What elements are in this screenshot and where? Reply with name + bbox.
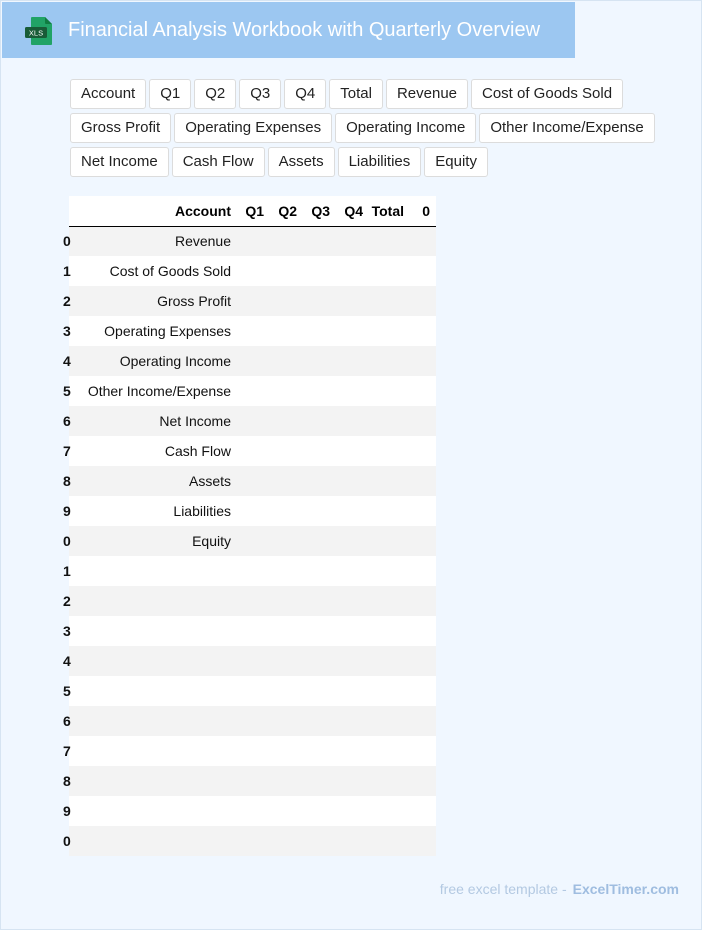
- value-cell: [270, 736, 303, 766]
- account-cell: [73, 586, 237, 616]
- value-cell: [270, 826, 303, 856]
- value-cell: [336, 526, 369, 556]
- row-index: 9: [63, 503, 71, 519]
- table-row: [69, 406, 436, 436]
- column-header: Account: [73, 196, 237, 226]
- value-cell: [369, 466, 410, 496]
- table-row: [69, 436, 436, 466]
- value-cell: [369, 586, 410, 616]
- row-index: 8: [63, 773, 71, 789]
- table-row: [69, 316, 436, 346]
- value-cell: [410, 586, 436, 616]
- account-cell: [73, 706, 237, 736]
- value-cell: [369, 346, 410, 376]
- account-cell: [73, 796, 237, 826]
- row-index: 5: [63, 383, 71, 399]
- value-cell: [303, 826, 336, 856]
- row-index: 7: [63, 743, 71, 759]
- row-index: 6: [63, 413, 71, 429]
- column-header: Q4: [336, 196, 369, 226]
- account-cell: Operating Expenses: [73, 316, 237, 346]
- value-cell: [237, 406, 270, 436]
- value-cell: [410, 526, 436, 556]
- table-row: [69, 556, 436, 586]
- value-cell: [237, 436, 270, 466]
- column-tag[interactable]: Gross Profit: [70, 113, 171, 143]
- value-cell: [237, 796, 270, 826]
- value-cell: [410, 616, 436, 646]
- value-cell: [237, 736, 270, 766]
- value-cell: [336, 616, 369, 646]
- column-tag[interactable]: Operating Income: [335, 113, 476, 143]
- account-cell: Cash Flow: [73, 436, 237, 466]
- column-tag[interactable]: Assets: [268, 147, 335, 177]
- value-cell: [410, 316, 436, 346]
- value-cell: [336, 766, 369, 796]
- column-tag[interactable]: Total: [329, 79, 383, 109]
- account-cell: Cost of Goods Sold: [73, 256, 237, 286]
- value-cell: [410, 736, 436, 766]
- account-cell: Other Income/Expense: [73, 376, 237, 406]
- row-index: 3: [63, 323, 71, 339]
- value-cell: [369, 526, 410, 556]
- value-cell: [237, 256, 270, 286]
- row-index: 7: [63, 443, 71, 459]
- account-cell: Assets: [73, 466, 237, 496]
- value-cell: [270, 406, 303, 436]
- value-cell: [270, 496, 303, 526]
- row-index: 2: [63, 593, 71, 609]
- value-cell: [410, 436, 436, 466]
- value-cell: [303, 766, 336, 796]
- row-index: 1: [63, 563, 71, 579]
- column-tag[interactable]: Operating Expenses: [174, 113, 332, 143]
- value-cell: [336, 316, 369, 346]
- value-cell: [410, 226, 436, 256]
- value-cell: [369, 256, 410, 286]
- value-cell: [303, 676, 336, 706]
- value-cell: [410, 706, 436, 736]
- column-tag[interactable]: Q4: [284, 79, 326, 109]
- value-cell: [237, 316, 270, 346]
- row-index: 0: [63, 533, 71, 549]
- account-cell: [73, 736, 237, 766]
- value-cell: [270, 796, 303, 826]
- value-cell: [410, 286, 436, 316]
- value-cell: [270, 706, 303, 736]
- value-cell: [303, 556, 336, 586]
- value-cell: [303, 616, 336, 646]
- account-cell: Equity: [73, 526, 237, 556]
- table-row: [69, 766, 436, 796]
- value-cell: [410, 766, 436, 796]
- value-cell: [303, 346, 336, 376]
- column-tag-list: [70, 79, 660, 177]
- account-cell: [73, 826, 237, 856]
- value-cell: [336, 796, 369, 826]
- value-cell: [369, 676, 410, 706]
- value-cell: [410, 406, 436, 436]
- row-index: 1: [63, 263, 71, 279]
- value-cell: [270, 346, 303, 376]
- brand-link[interactable]: ExcelTimer.com: [572, 881, 679, 897]
- value-cell: [270, 226, 303, 256]
- value-cell: [303, 316, 336, 346]
- column-header: Q3: [303, 196, 336, 226]
- value-cell: [369, 286, 410, 316]
- value-cell: [336, 436, 369, 466]
- account-cell: [73, 616, 237, 646]
- value-cell: [270, 766, 303, 796]
- value-cell: [270, 586, 303, 616]
- value-cell: [303, 736, 336, 766]
- value-cell: [270, 616, 303, 646]
- table-row: [69, 376, 436, 406]
- value-cell: [270, 676, 303, 706]
- row-index: 4: [63, 653, 71, 669]
- table-row: [69, 226, 436, 256]
- column-tag[interactable]: Account: [70, 79, 146, 109]
- value-cell: [303, 496, 336, 526]
- value-cell: [410, 376, 436, 406]
- value-cell: [237, 826, 270, 856]
- row-index: 9: [63, 803, 71, 819]
- value-cell: [336, 286, 369, 316]
- value-cell: [303, 286, 336, 316]
- value-cell: [303, 226, 336, 256]
- value-cell: [237, 466, 270, 496]
- value-cell: [237, 526, 270, 556]
- column-tag[interactable]: Cost of Goods Sold: [471, 79, 623, 109]
- table-row: [69, 346, 436, 376]
- value-cell: [237, 676, 270, 706]
- table-row: [69, 646, 436, 676]
- value-cell: [336, 676, 369, 706]
- account-cell: [73, 766, 237, 796]
- value-cell: [237, 346, 270, 376]
- value-cell: [336, 226, 369, 256]
- value-cell: [336, 256, 369, 286]
- table-row: [69, 706, 436, 736]
- value-cell: [237, 286, 270, 316]
- column-tag[interactable]: Revenue: [386, 79, 468, 109]
- value-cell: [270, 526, 303, 556]
- value-cell: [369, 376, 410, 406]
- value-cell: [237, 556, 270, 586]
- value-cell: [369, 226, 410, 256]
- title-bar: [2, 2, 575, 58]
- column-tag[interactable]: Q2: [194, 79, 236, 109]
- value-cell: [410, 346, 436, 376]
- value-cell: [270, 376, 303, 406]
- value-cell: [303, 646, 336, 676]
- table-row: [69, 256, 436, 286]
- value-cell: [303, 796, 336, 826]
- row-index: 0: [63, 233, 71, 250]
- column-tag[interactable]: Net Income: [70, 147, 169, 177]
- value-cell: [270, 556, 303, 586]
- table-row: [69, 616, 436, 646]
- value-cell: [369, 436, 410, 466]
- value-cell: [369, 616, 410, 646]
- value-cell: [410, 256, 436, 286]
- value-cell: [369, 496, 410, 526]
- value-cell: [237, 226, 270, 256]
- value-cell: [303, 706, 336, 736]
- column-tag[interactable]: Cash Flow: [172, 147, 265, 177]
- value-cell: [303, 466, 336, 496]
- value-cell: [303, 436, 336, 466]
- value-cell: [369, 406, 410, 436]
- column-header: Total: [369, 196, 410, 226]
- account-cell: Net Income: [73, 406, 237, 436]
- value-cell: [336, 346, 369, 376]
- footer-credit: [440, 881, 679, 897]
- value-cell: [369, 766, 410, 796]
- value-cell: [270, 646, 303, 676]
- value-cell: [237, 376, 270, 406]
- table-row: [69, 286, 436, 316]
- value-cell: [369, 706, 410, 736]
- spreadsheet-preview: [63, 196, 436, 856]
- table-row: [69, 466, 436, 496]
- value-cell: [336, 736, 369, 766]
- value-cell: [369, 796, 410, 826]
- value-cell: [303, 256, 336, 286]
- value-cell: [303, 526, 336, 556]
- value-cell: [303, 376, 336, 406]
- row-index: 0: [63, 833, 71, 849]
- value-cell: [336, 376, 369, 406]
- page-title: Financial Analysis Workbook with Quarterly Overview: [68, 19, 541, 41]
- value-cell: [336, 496, 369, 526]
- account-table: [63, 196, 436, 856]
- value-cell: [237, 586, 270, 616]
- value-cell: [303, 406, 336, 436]
- row-index: 3: [63, 623, 71, 639]
- row-index: 6: [63, 713, 71, 729]
- table-header-row: [69, 196, 436, 226]
- value-cell: [336, 466, 369, 496]
- value-cell: [336, 556, 369, 586]
- value-cell: [336, 706, 369, 736]
- value-cell: [336, 646, 369, 676]
- value-cell: [270, 316, 303, 346]
- table-row: [69, 736, 436, 766]
- excel-file-icon: [24, 16, 54, 46]
- value-cell: [270, 286, 303, 316]
- value-cell: [237, 616, 270, 646]
- account-cell: Revenue: [73, 226, 237, 256]
- column-header: Q1: [237, 196, 270, 226]
- table-row: [69, 586, 436, 616]
- value-cell: [237, 706, 270, 736]
- column-tag[interactable]: Q3: [239, 79, 281, 109]
- table-row: [69, 526, 436, 556]
- column-tag[interactable]: Equity: [424, 147, 488, 177]
- value-cell: [369, 316, 410, 346]
- row-index: 8: [63, 473, 71, 489]
- value-cell: [410, 796, 436, 826]
- value-cell: [369, 556, 410, 586]
- column-tag[interactable]: Q1: [149, 79, 191, 109]
- account-cell: Liabilities: [73, 496, 237, 526]
- column-header: 0: [410, 196, 436, 226]
- value-cell: [410, 556, 436, 586]
- value-cell: [410, 826, 436, 856]
- value-cell: [369, 826, 410, 856]
- row-index: 4: [63, 353, 71, 369]
- row-index: 2: [63, 293, 71, 309]
- value-cell: [237, 496, 270, 526]
- value-cell: [336, 586, 369, 616]
- column-header: Q2: [270, 196, 303, 226]
- value-cell: [369, 646, 410, 676]
- column-tag[interactable]: Other Income/Expense: [479, 113, 654, 143]
- svg-text:XLS: XLS: [28, 28, 44, 38]
- row-index: 5: [63, 683, 71, 699]
- value-cell: [369, 736, 410, 766]
- account-cell: Gross Profit: [73, 286, 237, 316]
- table-row: [69, 496, 436, 526]
- table-row: [69, 796, 436, 826]
- column-tag[interactable]: Liabilities: [338, 147, 422, 177]
- account-cell: [73, 646, 237, 676]
- value-cell: [336, 826, 369, 856]
- table-row: [69, 676, 436, 706]
- account-cell: [73, 556, 237, 586]
- account-cell: Operating Income: [73, 346, 237, 376]
- value-cell: [237, 766, 270, 796]
- account-cell: [73, 676, 237, 706]
- value-cell: [270, 436, 303, 466]
- table-row: [69, 826, 436, 856]
- value-cell: [336, 406, 369, 436]
- value-cell: [410, 496, 436, 526]
- footer-prefix: free excel template -: [439, 881, 567, 897]
- value-cell: [270, 256, 303, 286]
- value-cell: [410, 646, 436, 676]
- value-cell: [303, 586, 336, 616]
- value-cell: [270, 466, 303, 496]
- value-cell: [410, 676, 436, 706]
- value-cell: [410, 466, 436, 496]
- value-cell: [237, 646, 270, 676]
